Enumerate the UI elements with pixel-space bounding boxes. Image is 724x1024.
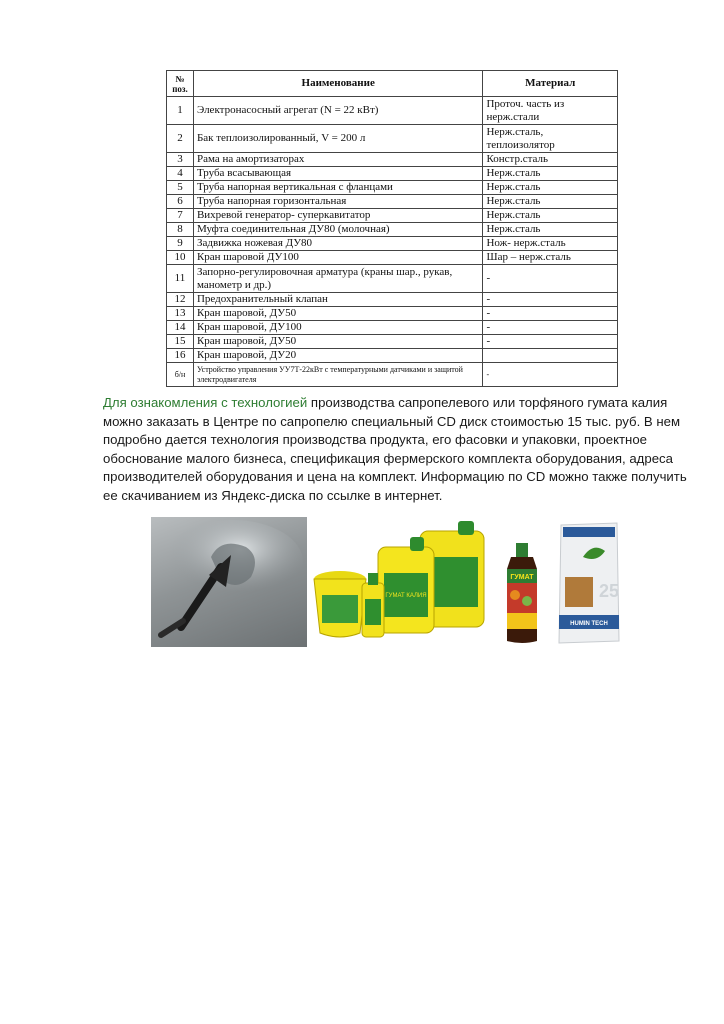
svg-text:25: 25 (599, 581, 620, 601)
bottle-illustration (497, 517, 547, 647)
row-name: Электронасосный агрегат (N = 22 кВт) (193, 97, 483, 125)
table-row (167, 237, 618, 251)
row-material: Нерж.сталь (483, 195, 618, 209)
row-name: Кран шаровой, ДУ50 (193, 335, 483, 349)
equipment-table (166, 70, 618, 387)
paddle-water-illustration (151, 517, 307, 647)
row-name: Муфта соединительная ДУ80 (молочная) (193, 223, 483, 237)
row-name: Вихревой генератор- суперкавитатор (193, 209, 483, 223)
header-material: Материал (483, 71, 618, 97)
containers-illustration (310, 517, 496, 647)
table-row (167, 321, 618, 335)
table-row (167, 363, 618, 387)
row-num: 11 (167, 265, 194, 293)
bag-illustration (553, 517, 625, 647)
header-name: Наименование (193, 71, 483, 97)
row-material: - (483, 265, 618, 293)
row-name: Запорно-регулировочная арматура (краны шар., рукав, манометр и др.) (193, 265, 483, 293)
row-material: Проточ. часть из нерж.стали (483, 97, 618, 125)
row-num: 6 (167, 195, 194, 209)
table-row (167, 307, 618, 321)
table-header-row (167, 71, 618, 97)
table-row (167, 167, 618, 181)
row-num: 4 (167, 167, 194, 181)
row-material: Шар – нерж.сталь (483, 251, 618, 265)
row-num: 7 (167, 209, 194, 223)
row-material: Нерж.сталь (483, 167, 618, 181)
row-name: Труба напорная вертикальная с фланцами (193, 181, 483, 195)
photo-humate-bag (553, 517, 625, 647)
photo-humate-bottle (497, 517, 547, 647)
row-name: Рама на амортизаторах (193, 153, 483, 167)
table-row (167, 293, 618, 307)
row-name: Задвижка ножевая ДУ80 (193, 237, 483, 251)
row-material: Нож- нерж.сталь (483, 237, 618, 251)
row-name: Труба всасывающая (193, 167, 483, 181)
row-material: - (483, 321, 618, 335)
row-material: - (483, 293, 618, 307)
table-row (167, 223, 618, 237)
table-row (167, 97, 618, 125)
table-row (167, 195, 618, 209)
technology-link[interactable]: Для ознакомления с технологией (103, 395, 308, 410)
row-num: 5 (167, 181, 194, 195)
row-name: Бак теплоизолированный, V = 200 л (193, 125, 483, 153)
row-num: 8 (167, 223, 194, 237)
header-num: № поз. (167, 71, 194, 97)
bottle-label-text: ГУМАТ (510, 574, 534, 581)
row-material: Нерж.сталь (483, 209, 618, 223)
table-row (167, 181, 618, 195)
row-name: Кран шаровой, ДУ100 (193, 321, 483, 335)
row-name: Кран шаровой, ДУ50 (193, 307, 483, 321)
table-row (167, 125, 618, 153)
row-material: Констр.сталь (483, 153, 618, 167)
table-row (167, 335, 618, 349)
paragraph-body: производства сапропелевого или торфяного гумата калия можно заказать в Центре по сапропелю специальный CD диск стоимостью 15 тыс. руб. В нем подробно дается технология производства продукта, его фасовки и упаковки, проектное обоснование малого бизнеса, спецификация фермерского комплекта оборудования, адреса производителей оборудования и цена на комплект. Информацию по CD можно также получить ее скачиванием из Яндекс-диска по ссылке в интернет. (103, 395, 687, 503)
row-material: - (483, 363, 618, 387)
row-num: 2 (167, 125, 194, 153)
row-num: 9 (167, 237, 194, 251)
row-num: 3 (167, 153, 194, 167)
row-material: - (483, 335, 618, 349)
row-material: Нерж.сталь (483, 223, 618, 237)
can-label-text: ГУМАТ КАЛИЯ (385, 593, 427, 599)
row-num: б/н (167, 363, 194, 387)
row-num: 14 (167, 321, 194, 335)
row-num: 15 (167, 335, 194, 349)
row-material: - (483, 307, 618, 321)
table-row (167, 153, 618, 167)
table-row (167, 265, 618, 293)
photo-humate-containers (310, 517, 496, 647)
row-num: 1 (167, 97, 194, 125)
row-num: 13 (167, 307, 194, 321)
row-name: Кран шаровой ДУ100 (193, 251, 483, 265)
description-paragraph (103, 394, 693, 505)
table-row (167, 251, 618, 265)
row-num: 12 (167, 293, 194, 307)
row-material: Нерж.сталь, теплоизолятор (483, 125, 618, 153)
row-material (483, 349, 618, 363)
row-name: Предохранительный клапан (193, 293, 483, 307)
row-name: Устройство управления УУ7Т-22кВт с температурными датчиками и защитой электродвигателя (193, 363, 483, 387)
row-name: Труба напорная горизонтальная (193, 195, 483, 209)
row-num: 10 (167, 251, 194, 265)
table-row (167, 209, 618, 223)
row-material: Нерж.сталь (483, 181, 618, 195)
row-name: Кран шаровой, ДУ20 (193, 349, 483, 363)
table-row (167, 349, 618, 363)
row-num: 16 (167, 349, 194, 363)
photo-paddle-in-water (151, 517, 307, 647)
bag-label-text: HUMIN TECH (570, 621, 608, 627)
